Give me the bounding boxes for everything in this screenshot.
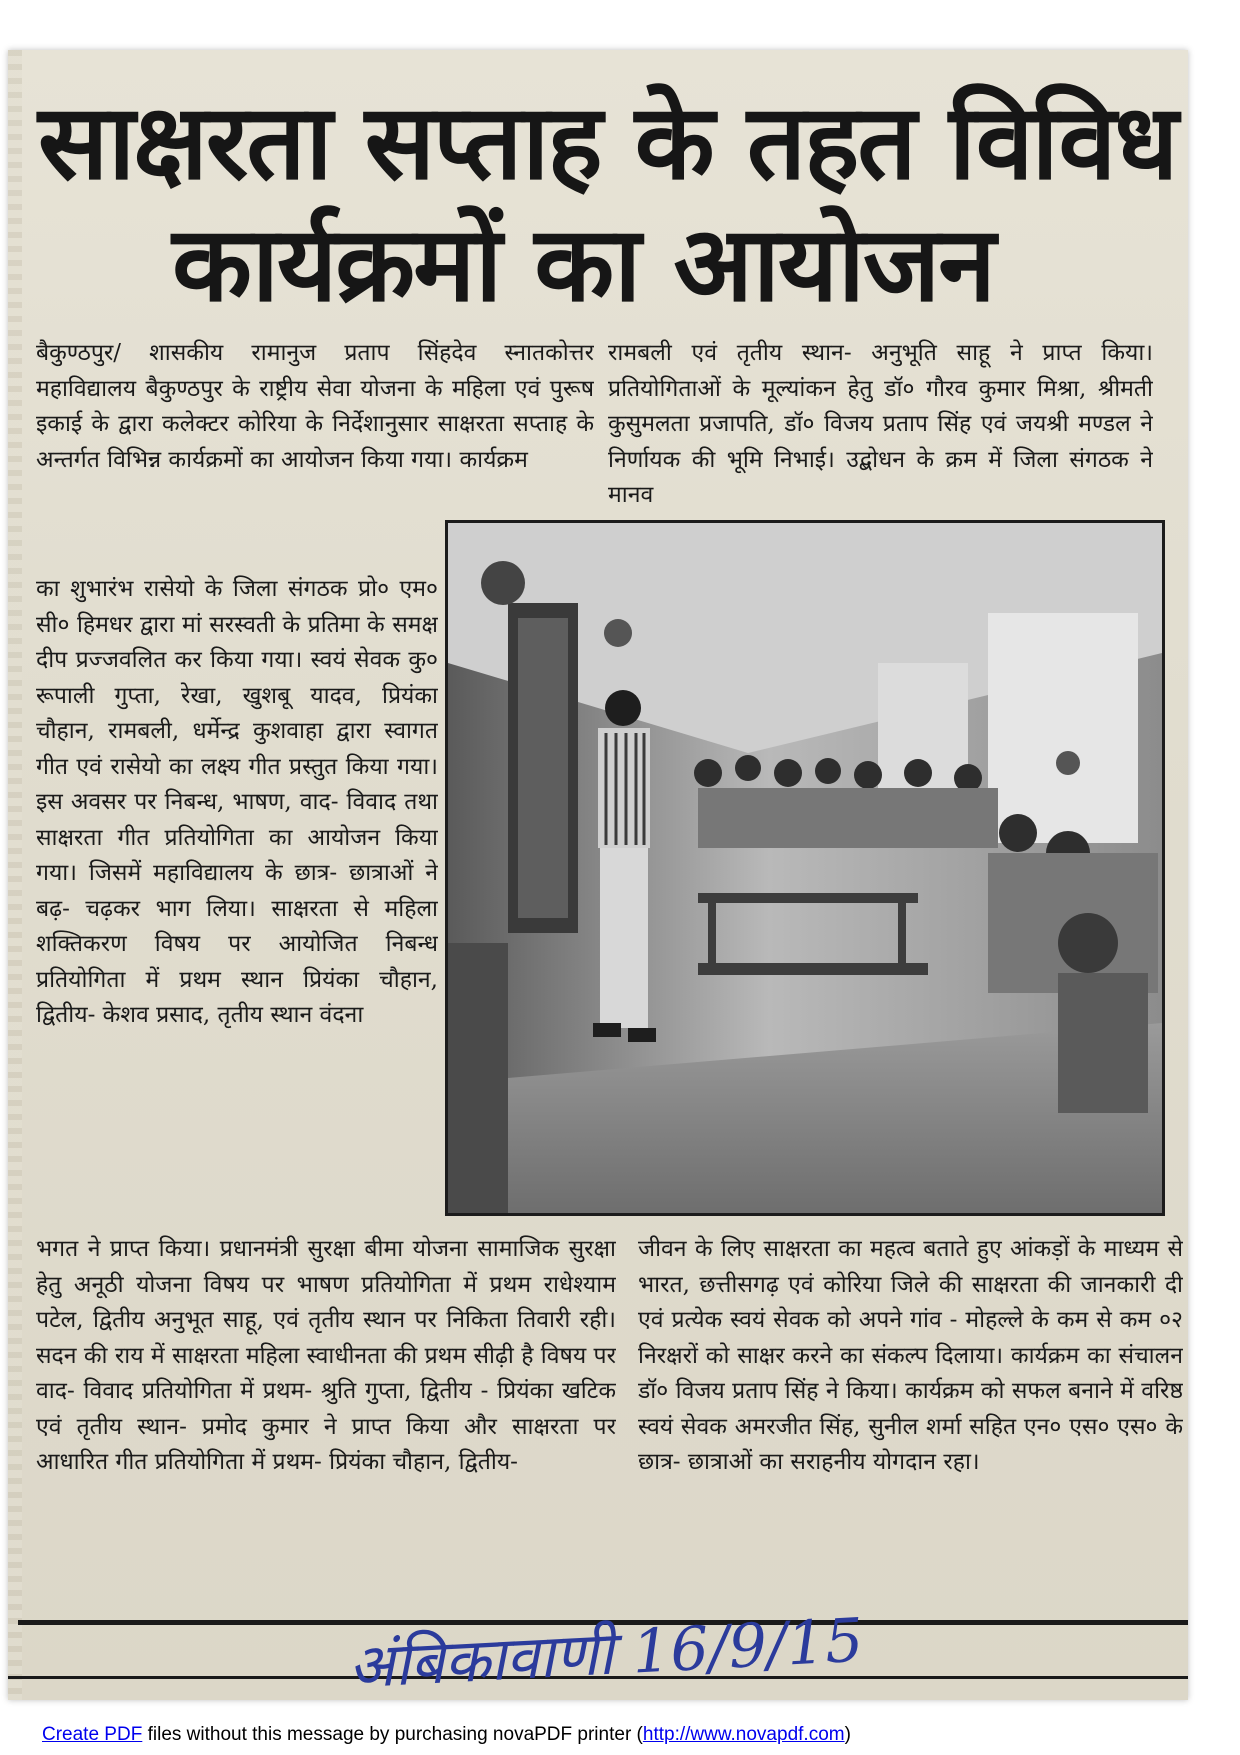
article-paragraph: का शुभारंभ रासेयो के जिला संगठक प्रो० एम० सी० हिमधर द्वारा मां सरस्वती के प्रतिमा के समक्ष दीप प्रज्जवलित कर किया गया। स्वयं सेवक कु० रूपाली गुप्ता, रेखा, खुशबू यादव, प्रियंका चौहान, रामबली, धर्मेन्द्र कुशवाहा द्वारा स्वागत गीत एवं रासेयो का लक्ष्य गीत प्रस्तुत किया गया। इस अवसर पर निबन्ध, भाषण, वाद- विवाद तथा साक्षरता गीत प्रतियोगिता का आयोजन किया गया। जिसमें महाविद्यालय के छात्र- छात्राओं ने बढ़- चढ़कर भाग लिया। साक्षरता से महिला शक्तिकरण विषय पर आयोजित निबन्ध प्रतियोगिता में प्रथम स्थान प्रियंका चौहान, द्वितीय- केशव प्रसाद, तृतीय स्थान वंदना <box>36 576 438 1028</box>
handwritten-source-note: अंबिकावाणी 16/9/15 <box>346 1605 866 1703</box>
article-paragraph: भगत ने प्राप्त किया। प्रधानमंत्री सुरक्षा बीमा योजना सामाजिक सुरक्षा हेतु अनूठी योजना विषय पर भाषण प्रतियोगिता में प्रथम राधेश्याम पटेल, द्वितीय अनुभूत साहू, एवं तृतीय स्थान पर निकिता तिवारी रही। सदन की राय में साक्षरता महिला स्वाधीनता की प्रथम सीढ़ी है विषय पर वाद- विवाद प्रतियोगिता में प्रथम- श्रुति गुप्ता, द्वितीय - प्रियंका खटिक एवं तृतीय स्थान- प्रमोद कुमार ने प्राप्त किया और साक्षरता पर आधारित गीत प्रतियोगिता में प्रथम- प्रियंका चौहान, द्वितीय- <box>36 1236 616 1475</box>
newspaper-clipping <box>8 50 1188 1703</box>
create-pdf-link[interactable]: Create PDF <box>42 1724 143 1745</box>
article-paragraph: जीवन के लिए साक्षरता का महत्व बताते हुए आंकड़ों के माध्यम से भारत, छत्तीसगढ़ एवं कोरिया जिले की साक्षरता की जानकारी दी एवं प्रत्येक स्वयं सेवक को अपने गांव - मोहल्ले के कम से कम ०२ निरक्षरों को साक्षर करने का संकल्प दिलाया। कार्यक्रम का संचालन डॉ० विजय प्रताप सिंह ने किया। कार्यक्रम को सफल बनाने में वरिष्ठ स्वयं सेवक अमरजीत सिंह, सुनील शर्मा सहित एन० एस० एस० के छात्र- छात्राओं का सराहनीय योगदान रहा। <box>638 1236 1183 1475</box>
pdf-footer <box>42 1724 851 1746</box>
article-paragraph: रामबली एवं तृतीय स्थान- अनुभूति साहू ने प्राप्त किया। प्रतियोगिताओं के मूल्यांकन हेतु डॉ० गौरव कुमार मिश्रा, श्रीमती कुसुमलता प्रजापति, डॉ० विजय प्रताप सिंह एवं जयश्री मण्डल ने निर्णायक की भूमि निभाई। उद्बोधन के क्रम में जिला संगठक ने मानव <box>608 340 1153 508</box>
classroom-photo-illustration <box>448 523 1162 1213</box>
news-photo <box>445 520 1165 1216</box>
article-column-2 <box>608 336 1153 516</box>
footer-close-paren: ) <box>844 1724 851 1745</box>
headline-line-1: साक्षरता सप्ताह के तहत विविध <box>38 81 1177 203</box>
article-paragraph: बैकुण्ठपुर/ शासकीय रामानुज प्रताप सिंहदेव स्नातकोत्तर महाविद्यालय बैकुण्ठपुर के राष्ट्रीय सेवा योजना के महिला एवं पुरूष इकाई के द्वारा कलेक्टर कोरिया के निर्देशानुसार साक्षरता सप्ताह के अन्तर्गत विभिन्न कार्यक्रमों का आयोजन किया गया। कार्यक्रम <box>36 340 594 473</box>
article-column-3 <box>36 572 438 1228</box>
footer-text: files without this message by purchasing novaPDF printer ( <box>142 1724 643 1745</box>
article-column-4 <box>36 1232 616 1622</box>
novapdf-link[interactable]: http://www.novapdf.com <box>642 1724 845 1745</box>
headline-line-2: कार्यक्रमों का आयोजन <box>172 203 994 325</box>
torn-edge <box>8 50 22 1700</box>
article-column-5 <box>638 1232 1183 1592</box>
